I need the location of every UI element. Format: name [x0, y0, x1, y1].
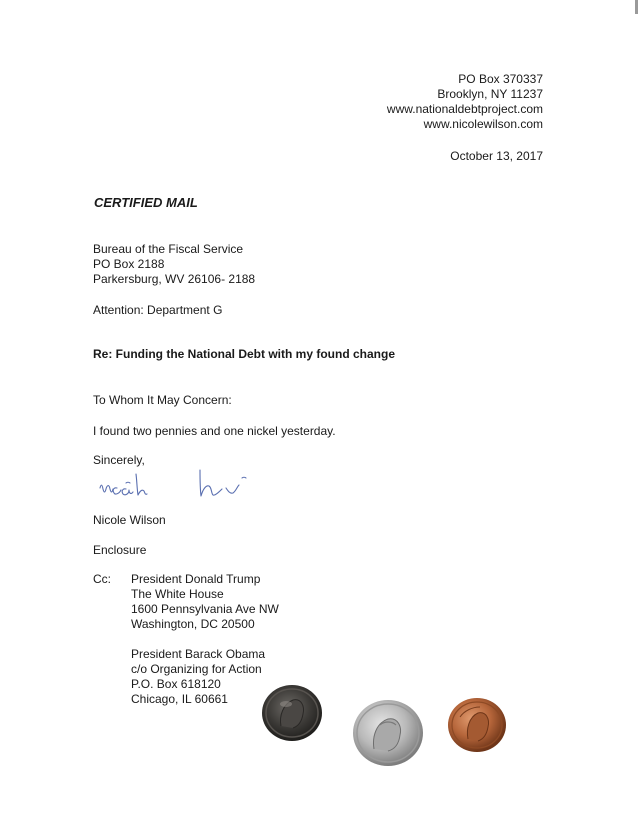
- letter-date: October 13, 2017: [450, 149, 543, 163]
- cc-recipient-line: 1600 Pennsylvania Ave NW: [131, 602, 279, 616]
- cc-recipient-line: The White House: [131, 587, 224, 601]
- cc-recipient-line: Washington, DC 20500: [131, 617, 255, 631]
- cc-recipient-trump: [131, 572, 279, 632]
- subject-line: Re: Funding the National Debt with my found change: [93, 347, 395, 361]
- cc-recipient-line: Chicago, IL 60661: [131, 692, 228, 706]
- certified-mail-heading: CERTIFIED MAIL: [94, 195, 198, 210]
- signer-name: Nicole Wilson: [93, 513, 166, 527]
- cc-recipient-name: President Donald Trump: [131, 572, 261, 586]
- closing: Sincerely,: [93, 453, 145, 467]
- cc-recipient-line: P.O. Box 618120: [131, 677, 221, 691]
- enclosure-note: Enclosure: [93, 543, 147, 557]
- cc-label: Cc:: [93, 572, 111, 586]
- salutation: To Whom It May Concern:: [93, 393, 232, 407]
- sender-address-line2: Brooklyn, NY 11237: [437, 87, 543, 101]
- sender-address-block: [387, 72, 543, 132]
- cc-recipient-obama: [131, 647, 265, 707]
- cc-recipient-line: c/o Organizing for Action: [131, 662, 262, 676]
- nickel-image: [350, 697, 426, 769]
- cc-recipient-name: President Barack Obama: [131, 647, 266, 661]
- copper-penny-image: [446, 695, 508, 755]
- attention-line: Attention: Department G: [93, 303, 223, 317]
- letter-body: I found two pennies and one nickel yesterday.: [93, 424, 336, 438]
- sender-website-personal: www.nicolewilson.com: [423, 117, 543, 131]
- dark-penny-image: [259, 682, 325, 744]
- recipient-name: Bureau of the Fiscal Service: [93, 242, 244, 256]
- recipient-address-line2: Parkersburg, WV 26106- 2188: [93, 272, 256, 286]
- sender-address-line1: PO Box 370337: [458, 72, 543, 86]
- sender-website-national-debt: www.nationaldebtproject.com: [386, 102, 543, 116]
- handwritten-signature: [96, 462, 256, 504]
- recipient-address-line1: PO Box 2188: [93, 257, 165, 271]
- recipient-address-block: [93, 242, 255, 287]
